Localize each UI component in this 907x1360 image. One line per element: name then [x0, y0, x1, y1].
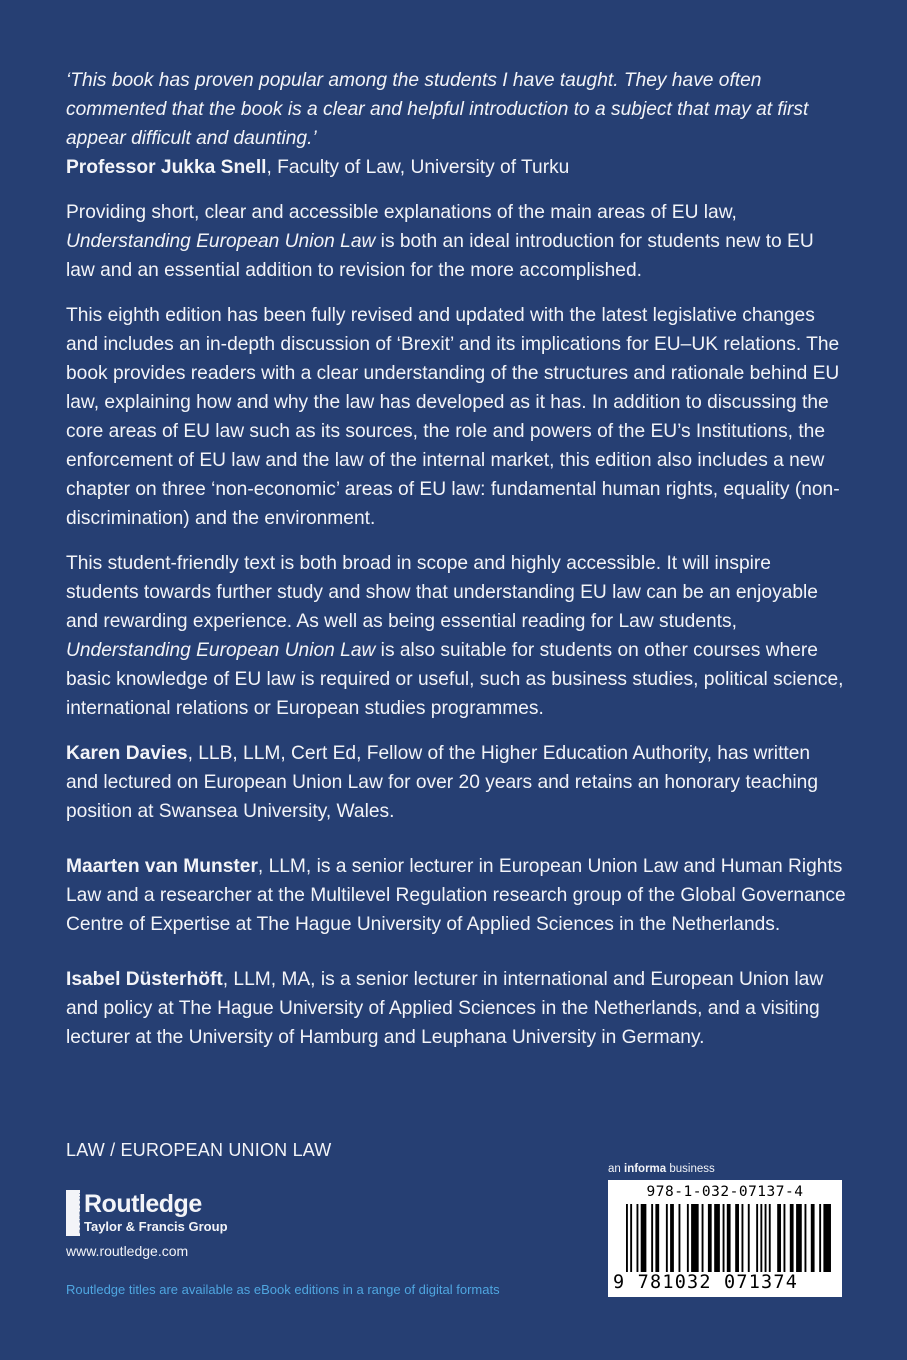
barcode-bar	[823, 1204, 831, 1272]
barcode-bar	[796, 1204, 802, 1272]
intro-paragraph: Providing short, clear and accessible explanations of the main areas of EU law, Understanding European Union Law is both an ideal introduction for students new to EU law and an essential addition to revision for the more accomplished.	[66, 202, 814, 281]
logo-vertical-text: ROUTLEDGE	[77, 1192, 85, 1234]
barcode-bar	[727, 1204, 731, 1272]
barcode-bar	[714, 1204, 720, 1272]
barcode-bar	[666, 1204, 668, 1272]
barcode-bar	[630, 1204, 632, 1272]
ebook-note: Routledge titles are available as eBook editions in a range of digital formats	[66, 1282, 500, 1297]
barcode-bar	[691, 1204, 699, 1272]
back-cover-text	[66, 66, 846, 1068]
barcode-bar	[784, 1204, 786, 1272]
barcode-bar	[760, 1204, 762, 1272]
barcode-bar	[756, 1204, 758, 1272]
routledge-logo-icon	[66, 1190, 85, 1236]
barcode-bar	[679, 1204, 681, 1272]
author-bio: Maarten van Munster, LLM, is a senior lecturer in European Union Law and Human Rights Law and a researcher at the Multilevel Regulation research group of the Global Governance Centre of Expertise at The Hague University of Applied Sciences in the Netherlands.	[66, 856, 846, 935]
author-bio: Karen Davies, LLB, LLM, Cert Ed, Fellow of the Higher Education Authority, has written and lectured on European Union Law for over 20 years and retains an honorary teaching position at Swansea University, Wales.	[66, 743, 818, 822]
isbn-digits: 9 781032 071374	[613, 1272, 799, 1293]
author-bio: Isabel Düsterhöft, LLM, MA, is a senior lecturer in international and European Union law and policy at The Hague University of Applied Sciences in the Netherlands, and a visiting lecturer at the University of Hamburg and Leuphana University in Germany.	[66, 969, 824, 1048]
barcode-bar	[708, 1204, 712, 1272]
barcode-bar	[748, 1204, 750, 1272]
barcode-bar	[651, 1204, 653, 1272]
barcode-bar	[819, 1204, 821, 1272]
isbn-hyphenated: 978-1-032-07137-4	[646, 1184, 804, 1200]
barcode-bar	[811, 1204, 815, 1272]
publisher-name: Routledge	[84, 1190, 202, 1218]
barcode-bar	[626, 1204, 628, 1272]
informa-tagline: an informa business	[608, 1163, 715, 1175]
barcode-bar	[637, 1204, 639, 1272]
author-name: Isabel Düsterhöft	[66, 969, 223, 990]
edition-paragraph: This eighth edition has been fully revised and updated with the latest legislative changes and includes an in-depth discussion of ‘Brexit’ and its implications for EU–UK relations. The book provides readers with a clear understanding of the structures and rationale behind EU law, explaining how and why the law has developed as it has. In addition to discussing the core areas of EU law such as its sources, the role and powers of the EU’s Institutions, the enforcement of EU law and the law of the internal market, this edition also includes a new chapter on three ‘non-economic’ areas of EU law: fundamental human rights, equality (non-discrimination) and the environment.	[66, 305, 840, 529]
routledge-logo	[66, 1188, 366, 1238]
barcode-bar	[769, 1204, 771, 1272]
publisher-group: Taylor & Francis Group	[84, 1219, 228, 1234]
publisher-website[interactable]: www.routledge.com	[66, 1243, 189, 1259]
barcode-bar	[723, 1204, 725, 1272]
barcode-bar	[687, 1204, 689, 1272]
barcode-bar	[655, 1204, 659, 1272]
endorsement-attribution	[66, 153, 846, 182]
barcode-bar	[765, 1204, 767, 1272]
barcode-bar	[790, 1204, 794, 1272]
barcode-bar	[777, 1204, 781, 1272]
barcode-bar	[805, 1204, 807, 1272]
isbn-barcode	[608, 1180, 842, 1297]
barcode-bar	[670, 1204, 674, 1272]
barcode-icon	[616, 1204, 834, 1274]
subject-category: LAW / EUROPEAN UNION LAW	[66, 1140, 332, 1160]
barcode-bar	[742, 1204, 744, 1272]
book-title: Understanding European Union Law	[66, 640, 376, 661]
endorser-name: Professor Jukka Snell	[66, 157, 267, 178]
endorsement-quote: ‘This book has proven popular among the students I have taught. They have often commented that the book is a clear and helpful introduction to a subject that may at first appear difficult and daunting.’	[66, 70, 809, 149]
author-name: Karen Davies	[66, 743, 188, 764]
barcode-bar	[702, 1204, 704, 1272]
audience-paragraph: This student-friendly text is both broad in scope and highly accessible. It will inspire students towards further study and show that understanding EU law can be an enjoyable and rewarding experience. As well as being essential reading for Law students, Understanding European Union Law is also suitable for students on other courses where basic knowledge of EU law is required or useful, such as business studies, political science, international relations or European studies programmes.	[66, 553, 844, 719]
barcode-bar	[641, 1204, 647, 1272]
endorser-affiliation: , Faculty of Law, University of Turku	[266, 157, 570, 178]
author-name: Maarten van Munster	[66, 856, 258, 877]
barcode-bar	[735, 1204, 739, 1272]
book-title: Understanding European Union Law	[66, 231, 376, 252]
